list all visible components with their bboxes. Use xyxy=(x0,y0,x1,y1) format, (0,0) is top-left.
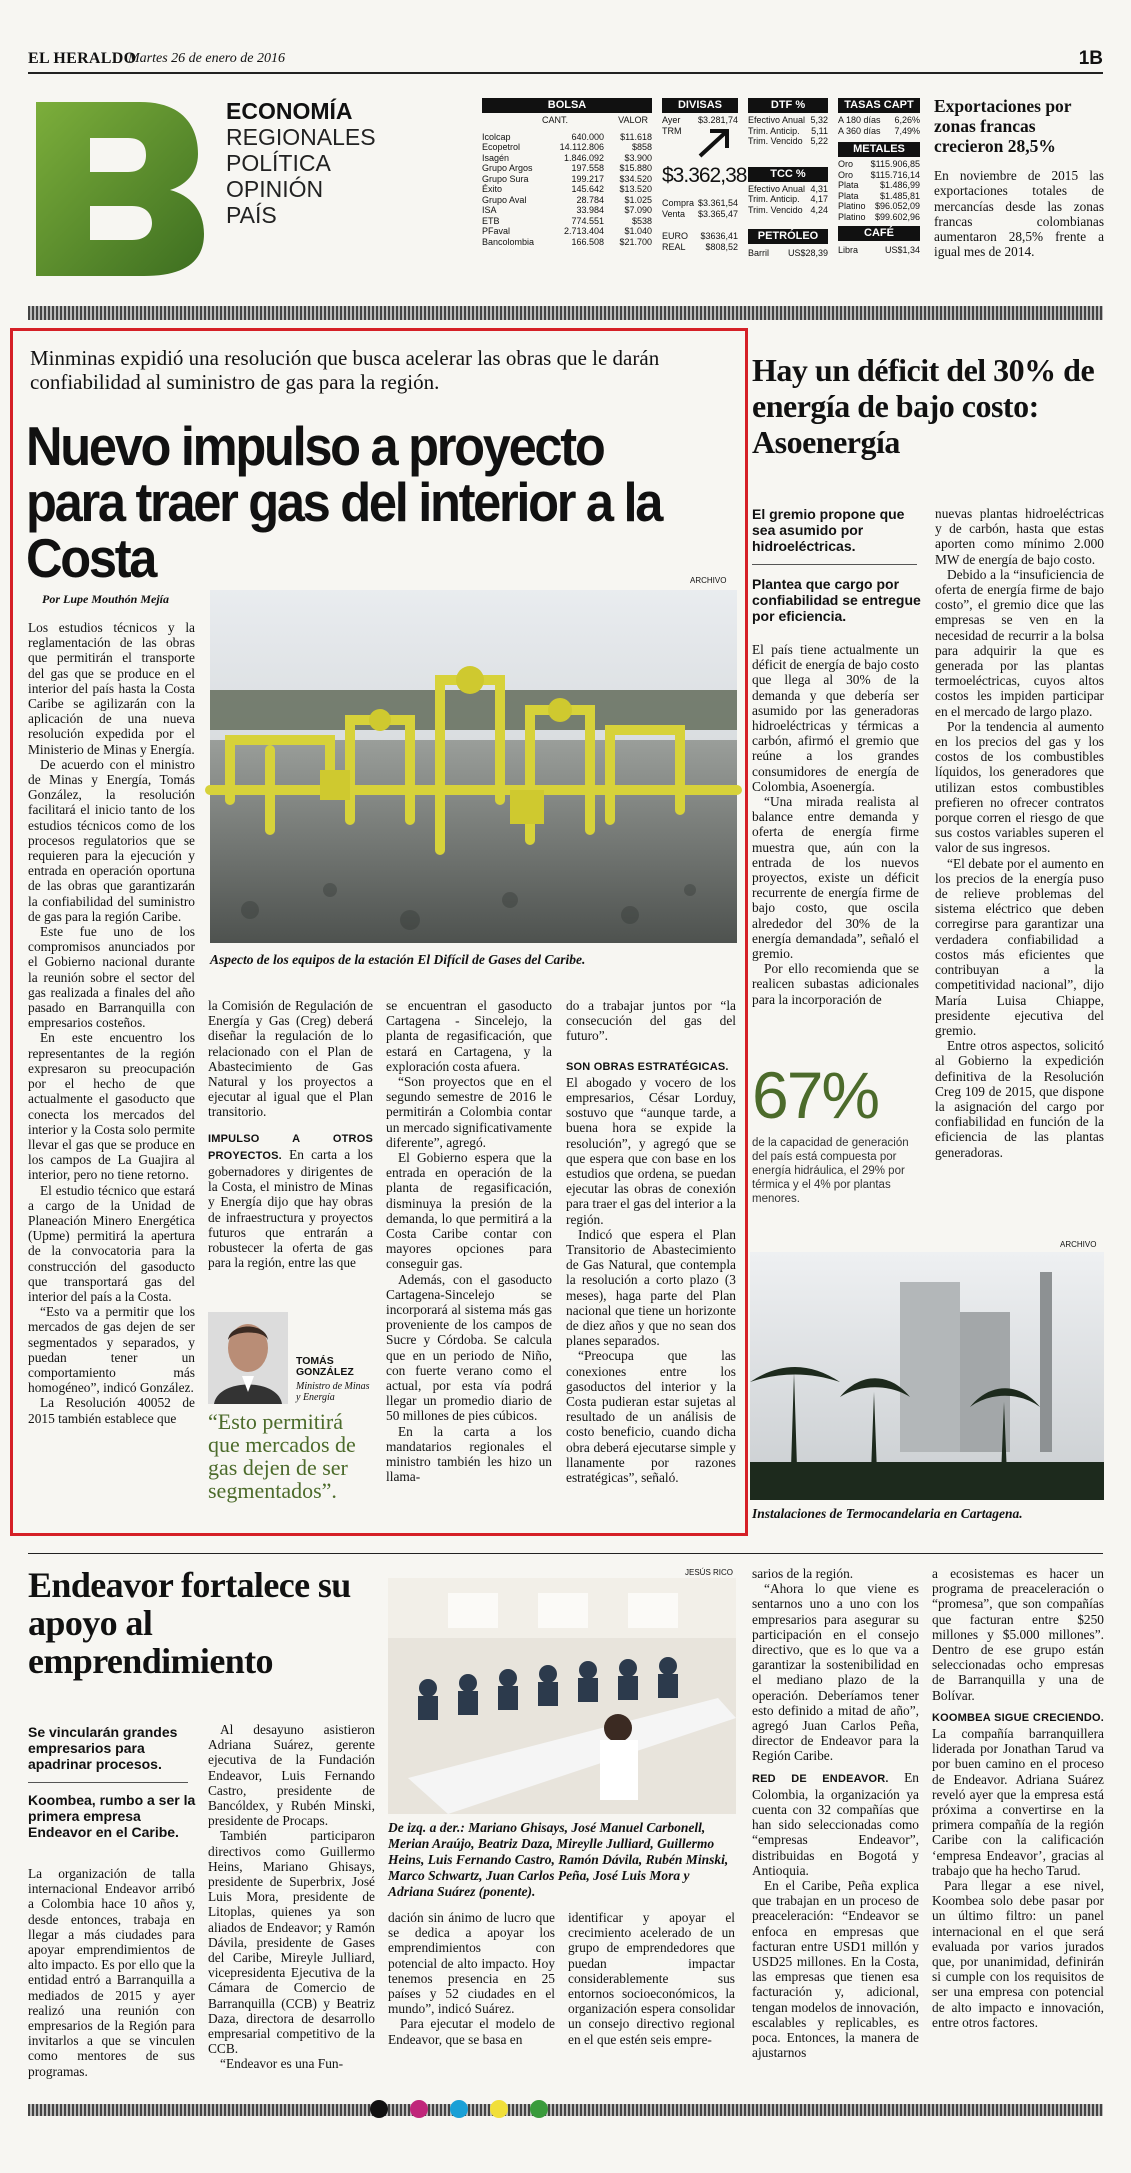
metales-row xyxy=(838,180,920,191)
dtf-cell: 5,32 xyxy=(810,115,828,125)
bottom-col2-p2: También participaron directivos como Guillermo Heins, Mariano Ghisays, presidente de Superbrix, José Luis Mora, presidente de Litoplas, quienes ya son aliados de Endeavor; y Ramón Dávila, presidente de Gases del Caribe, Mireyle Julliard, vicepresidenta Ejecutiva de la Cámara de Comercio de Barranquilla (CCB) y Beatriz Daza, directora de desarrollo empresarial competitivo de la CCB. xyxy=(208,1828,375,2057)
tasas-cell: 6,26% xyxy=(894,115,920,125)
main-photo-credit: ARCHIVO xyxy=(690,576,727,585)
dtf-title: DTF % xyxy=(748,98,828,113)
divisas-box xyxy=(662,98,747,252)
bottom-col-1 xyxy=(28,1866,195,2094)
section-item-opinion[interactable]: OPINIÓN xyxy=(226,176,324,202)
bolsa-cell: 14.112.806 xyxy=(559,142,604,152)
main-col4-p2-text: El abogado y vocero de los empresarios, César Lorduy, sostuvo que “aunque tarde, a buena hora se expide la resolución”, y agregó que se que espera que con base en los estudios que ordena, se puedan ejecutar las obras de conexión para traer el gas del interior a la región. xyxy=(566,1074,736,1227)
bottom-col6-kicker: KOOMBEA SIGUE CRECIENDO. xyxy=(932,1711,1104,1724)
cafe-row xyxy=(838,245,920,256)
bolsa-row xyxy=(482,174,652,185)
side-col-2 xyxy=(935,506,1104,1241)
dot-black-icon xyxy=(370,2100,388,2118)
rates-column xyxy=(748,98,828,259)
bolsa-row xyxy=(482,142,652,153)
bottom-col-2 xyxy=(208,1722,375,2094)
metales-title: METALES xyxy=(838,142,920,157)
cafe-title: CAFÉ xyxy=(838,226,920,241)
main-col4-p1: do a trabajar juntos por “la consecución del gas del futuro”. xyxy=(566,998,736,1044)
bolsa-cell: Grupo Argos xyxy=(482,163,533,173)
side-sub2: Plantea que cargo por confiabilidad se entregue por eficiencia. xyxy=(752,576,921,624)
divisas-venta-label: Venta xyxy=(662,208,686,219)
tcc-cell: 4,31 xyxy=(810,183,828,194)
bolsa-cell: 197.558 xyxy=(571,163,604,173)
metales-row xyxy=(838,191,920,202)
side-col-1 xyxy=(752,642,919,1007)
bolsa-cell: 199.217 xyxy=(571,173,604,184)
side-col2-p3: Por la tendencia al aumento en los precios del gas y los costos de los combustibles líquidos, los generadores que utilizan estos combustibles prefieren no ofrecer contratos porque corren el riesgo de que sus costos variables superen el valor de sus ingresos. xyxy=(935,718,1104,856)
main-col4-p2 xyxy=(566,1060,736,1227)
main-photo xyxy=(210,590,737,943)
issue-date: Martes 26 de enero de 2016 xyxy=(128,51,285,66)
masthead-rule xyxy=(28,72,1103,74)
bolsa-cell: Éxito xyxy=(482,184,503,194)
bolsa-cell: Bancolombia xyxy=(482,236,535,247)
main-col1-p7: La Resolución 40052 de 2015 también establece que xyxy=(28,1395,195,1426)
bolsa-cell: $11.618 xyxy=(620,131,652,142)
bolsa-cell: 33.984 xyxy=(576,205,604,215)
divisas-venta xyxy=(662,209,738,220)
bottom-col6-p1: a ecosistemas es hacer un programa de preaceleración o “promesa”, que son compañías que facturan entre $250 millones y $5.000 millones”. Dentro de ese grupo están seleccionadas ocho empresas de Barranquilla y una de Bolívar. xyxy=(932,1566,1104,1703)
tasas-cell: A 360 días xyxy=(838,125,881,136)
brief-body: En noviembre de 2015 las exportaciones totales de mercancías desde las zonas francas colombianas aumentaron 28,5% frente a igual mes de 2014. xyxy=(934,168,1104,260)
bolsa-cell: Isagén xyxy=(482,152,510,163)
power-plant-photo-icon xyxy=(750,1252,1104,1500)
side-photo xyxy=(750,1252,1104,1500)
divisas-compra-label: Compra xyxy=(662,198,695,208)
tasas-title: TASAS CAPT xyxy=(838,98,920,113)
petroleo-rows xyxy=(748,248,828,259)
bolsa-header-valor: VALOR xyxy=(618,115,648,125)
bolsa-cell: 166.508 xyxy=(571,236,604,247)
main-headline[interactable]: Nuevo impulso a proyecto para traer gas del interior a la Costa xyxy=(26,415,662,589)
metales-cell: Platino xyxy=(838,201,866,211)
side-col2-p5: Entre otros aspectos, solicitó al Gobierno la expedición definitiva de la Resolución Creg 109 de 2015, que dispone la asignación del cargo por confiabilidad en función de la eficiencia de las plantas generadoras. xyxy=(935,1038,1104,1160)
bolsa-header-cant: CANT. xyxy=(542,115,569,125)
cafe-cell: US$1,34 xyxy=(884,245,920,255)
tcc-row xyxy=(748,205,828,216)
main-col2-p2 xyxy=(208,1130,373,1271)
tcc-cell: Efectivo Anual xyxy=(748,183,806,194)
main-col1-p4: En este encuentro los representantes de la región expresaron su preocupación por el hecho de que actualmente el gasoducto que conecta los mercados del interior y la Costa solo permite llevar el gas que se produce en los campos de La Guajira al interior, pero no tiene retorno. xyxy=(28,1030,195,1183)
bolsa-cell: Icolcap xyxy=(482,131,511,142)
tcc-row xyxy=(748,194,828,205)
bolsa-cell: Ecopetrol xyxy=(482,142,521,152)
tcc-rows xyxy=(748,184,828,216)
side-stat: 67% xyxy=(752,1058,879,1132)
divisas-euro-value: $3636,41 xyxy=(700,231,738,241)
bottom-col2-p1: Al desayuno asistieron Adriana Suárez, gerente ejecutiva de la Fundación Endeavor, Luis Fernando Castro, presidente de Bancóldex, y Rubén Minski, presidente de Procaps. xyxy=(208,1722,375,1829)
dtf-cell: Efectivo Anual xyxy=(748,115,806,125)
bolsa-table xyxy=(482,98,652,247)
metales-row xyxy=(838,201,920,212)
side-col2-p4: “El debate por el aumento en los precios de la energía puso de relieve problemas del sistema eléctrico que deben corregirse para garantizar una verdadera confiabilidad a costos más eficientes que contribuyan a la competitividad nacional”, dijo María Luisa Chiappe, presidente ejecutiva del gremio. xyxy=(935,855,1104,1038)
metales-cell: $115.716,14 xyxy=(870,169,920,180)
meeting-photo-icon xyxy=(388,1578,736,1814)
side-col1-p1: El país tiene actualmente un déficit de energía de bajo costo que llega al 30% de la demanda y que debería ser asumido por las generadoras hidroeléctricas y térmicas a carbón, afirmó el gremio que reúne a los grandes consumidores de energía de Colombia, Asoenergía. xyxy=(752,642,919,794)
dot-green-icon xyxy=(530,2100,548,2118)
bolsa-row xyxy=(482,153,652,164)
paper-name: EL HERALDO xyxy=(28,50,137,67)
cafe-rows xyxy=(838,245,920,256)
bottom-col-5 xyxy=(752,1566,919,2096)
dtf-cell: 5,11 xyxy=(811,125,828,136)
main-col1-p6: “Esto va a permitir que los mercados de gas dejen de ser segmentados y separados, y puedan tener un comportamiento más homogéneo”, indicó González. xyxy=(28,1304,195,1396)
tasas-row xyxy=(838,115,920,126)
main-deck: Minminas expidió una resolución que busca acelerar las obras que le darán confiabilidad al suministro de gas para la región. xyxy=(30,346,660,394)
metales-cell: $96.052,09 xyxy=(874,201,920,211)
bolsa-cell: 774.551 xyxy=(571,215,604,226)
divisas-euro xyxy=(662,231,738,242)
bolsa-row xyxy=(482,184,652,195)
metales-cell: $99.602,96 xyxy=(874,211,920,222)
main-col1-p5: El estudio técnico que estará a cargo de la Unidad de Planeación Minero Energética (Upme) permitirá la apertura de la convocatoria para la construcción del gasoducto que transportará gas del interior del país a la Costa. xyxy=(28,1182,195,1304)
divisas-real-label: REAL xyxy=(662,241,686,252)
section-divider xyxy=(28,306,1103,320)
bolsa-rows xyxy=(482,132,652,248)
section-item-regionales[interactable]: REGIONALES xyxy=(226,124,376,150)
bolsa-cell: 2.713.404 xyxy=(563,226,604,236)
main-col4-kicker: SON OBRAS ESTRATÉGICAS. xyxy=(566,1060,729,1073)
bolsa-cell: 28.784 xyxy=(576,194,604,205)
bottom-col5-p4: En el Caribe, Peña explica que trabajan en un proceso de preaceleración: “Endeavor se enfoca en empresas que facturan entre USD1 millón y USD25 millones. En la Costa, las empresas que tienen esa facturación y, adicional, tengan modelos de innovación, escalables y replicables, es poca. Entonces, la manera de ajustarnos xyxy=(752,1878,919,2061)
main-col3-p1: se encuentran el gasoducto Cartagena - Sincelejo, la planta de regasificación, que estará en Cartagena, y la exploración costa afuera. xyxy=(386,998,552,1074)
main-col-4 xyxy=(566,998,736,1523)
bolsa-cell: $1.025 xyxy=(624,194,652,205)
dot-yellow-icon xyxy=(490,2100,508,2118)
main-col2-p2-text: En carta a los gobernadores y dirigentes de la Costa, el ministro de Minas y Energía dijo que hay obras de infraestructura y proyectos futuros que entrarán a robustecer la oferta de gas para la región, entre las que xyxy=(208,1146,373,1271)
divisas-ayer-value: $3.281,74 xyxy=(697,115,738,125)
section-list xyxy=(226,98,446,228)
bolsa-cell: Grupo Sura xyxy=(482,173,529,184)
section-item-economia[interactable]: ECONOMÍA xyxy=(226,98,353,124)
metales-cell: Plata xyxy=(838,190,859,201)
tcc-cell: 4,24 xyxy=(810,204,828,215)
bolsa-cell: $34.520 xyxy=(619,173,652,184)
portrait-title: Ministro de Minas y Energía xyxy=(296,1381,370,1403)
divisas-euro-label: EURO xyxy=(662,231,689,241)
bolsa-cell: 640.000 xyxy=(571,131,604,142)
side-left-col xyxy=(752,506,922,1007)
main-col-3 xyxy=(386,998,552,1523)
bolsa-cell: $1.040 xyxy=(624,226,652,236)
section-item-pais[interactable]: PAÍS xyxy=(226,202,277,228)
side-sub-rule xyxy=(752,564,917,565)
bolsa-cell: Grupo Aval xyxy=(482,194,527,205)
arrow-up-right-icon xyxy=(696,126,736,160)
main-col1-p1: Los estudios técnicos y la reglamentación de las obras que permitirán el transporte del gas que se produce en el interior del país hasta la Costa Caribe se agilizarán con la aplicación de una nueva resolución expedida por el Ministerio de Minas y Energía. xyxy=(28,620,195,757)
bottom-photo-credit: JESÚS RICO xyxy=(685,1568,734,1577)
bottom-sub2: Koombea, rumbo a ser la primera empresa Endeavor en el Caribe. xyxy=(28,1792,196,1840)
bottom-col-6 xyxy=(932,1566,1104,2096)
tasas-cell: 7,49% xyxy=(894,125,920,136)
bolsa-cell: $13.520 xyxy=(619,184,652,194)
divisas-real-value: $808,52 xyxy=(705,241,738,252)
bottom-photo xyxy=(388,1578,736,1814)
tcc-cell: Trim. Anticip. xyxy=(748,194,800,204)
bottom-col5-p2: “Ahora lo que viene es sentarnos uno a uno con los empresarios para asegurar su participación en el consejo directivo, que es lo que va a garantizar la sostenibilidad en el mediano plazo de la operación. Deberíamos tener esto definido a mitad de año”, agregó Juan Carlos Peña, director de Endeavor para la Región Caribe. xyxy=(752,1581,919,1764)
bolsa-cell: $538 xyxy=(631,215,652,226)
dtf-rows xyxy=(748,115,828,147)
main-col1-p2: De acuerdo con el ministro de Minas y Energía, Tomás González, la resolución facilitará el inicio tanto de los estudios técnicos como de los procesos regulatorios que se requieren para la ejecución y entrada en operación oportuna de las obras que garantizarán la confiabilidad del suministro de gas para la región Caribe. xyxy=(28,756,195,924)
bolsa-headers xyxy=(482,113,652,126)
tcc-cell: 4,17 xyxy=(810,194,828,204)
bolsa-row xyxy=(482,205,652,216)
metales-cell: Platino xyxy=(838,211,866,222)
metales-cell: Plata xyxy=(838,180,859,190)
bolsa-cell: 145.642 xyxy=(571,184,604,194)
bottom-col5-p3-text: En Colombia, la organización ya cuenta con 32 compañías que han sido seleccionadas como “empresas Endeavor”, distribuidas en Bogotá y Antioquia. xyxy=(752,1769,919,1878)
dtf-cell: 5,22 xyxy=(810,136,828,146)
bolsa-cell: $15.880 xyxy=(619,163,652,173)
tasas-rows xyxy=(838,115,920,136)
divisas-trm-value: $3.362,38 xyxy=(662,164,747,187)
dtf-cell: Trim. Anticip. xyxy=(748,125,800,136)
main-col4-p4: “Preocupa que las conexiones entre los gasoductos del interior y la Costa pudieran estar sujetas al resultado de un análisis de costo beneficio, cuando dicha obra deberá ejecutarse simple y llanamente por razones estratégicas”, señaló. xyxy=(566,1348,736,1486)
petroleo-cell: Barril xyxy=(748,248,770,258)
main-col1-p3: Este fue uno de los compromisos anunciados por el Gobierno nacional durante la reunión sobre el sector del gas realizada a finales del año pasado en Barranquilla con empresarios costeños. xyxy=(28,924,195,1031)
bottom-col3-p2: Para ejecutar el modelo de Endeavor, que se basa en xyxy=(388,2016,555,2047)
metales-cell: Oro xyxy=(838,169,854,180)
main-col2-p1: la Comisión de Regulación de Energía y Gas (Creg) deberá diseñar la regulación de lo relacionado con el Plan de Abastecimiento de Gas Natural y los proyectos a ejecutar al igual que el Plan transitorio. xyxy=(208,998,373,1120)
main-col3-p4: Además, con el gasoducto Cartagena-Sincelejo se incorporará al sistema más gas proveniente de los campos de Sucre y Córdoba. Se calcula que en un periodo de Niño, con fuerte verano como el actual, por esta vía podrá llegar un promedio diario de 50 millones de pies cúbicos. xyxy=(386,1271,552,1424)
side-photo-credit: ARCHIVO xyxy=(1060,1240,1097,1249)
main-col4-p3: Indicó que espera el Plan Transitorio de Abastecimiento de Gas Natural, que contempla la resolución a corto plazo (3 meses), haga parte del Plan nacional que tiene un horizonte de diez años y que no sean dos planes separados. xyxy=(566,1226,736,1349)
bolsa-row xyxy=(482,226,652,237)
dot-cyan-icon xyxy=(450,2100,468,2118)
bottom-photo-caption: De izq. a der.: Mariano Ghisays, José Manuel Carbonell, Merian Araújo, Beatriz Daza, Mireylle Julliard, Guillermo Heins, Luis Fernando Castro, Ramón Dávila, Rubén Minski, Marco Schwartz, Juan Carlos Peña, José Luis Mora y Adriana Suárez (ponente). xyxy=(388,1820,729,1899)
metales-cell: $115.906,85 xyxy=(870,159,920,169)
bottom-col2-p3: “Endeavor es una Fun- xyxy=(220,2056,344,2072)
section-item-politica[interactable]: POLÍTICA xyxy=(226,150,331,176)
bottom-col6-p2-text: La compañía barranquillera liderada por Jonathan Tarud va por buen camino en el proceso de Endeavor. Adriana Suárez reveló ayer que la empresa está próxima a convertirse en la primera compañía de la región Caribe con la calificación ‘empresa Endeavor’, gracias al trabajo que ha hecho Tarud. xyxy=(932,1726,1104,1878)
main-col-1 xyxy=(28,620,195,1525)
side-sub1: El gremio propone que sea asumido por hidroeléctricas. xyxy=(752,506,905,554)
brief-title[interactable]: Exportaciones por zonas francas crecieron 28,5% xyxy=(934,96,1072,156)
metales-rows xyxy=(838,159,920,222)
dot-magenta-icon xyxy=(410,2100,428,2118)
side-stat-text: de la capacidad de generación del país está compuesta por energía hidráulica, el 29% por térmica y el 4% por plantas menores. xyxy=(752,1137,909,1205)
portrait-name: TOMÁS GONZÁLEZ xyxy=(296,1355,354,1378)
main-col2-kicker: IMPULSO A OTROS PROYECTOS. xyxy=(208,1132,373,1162)
registration-dots xyxy=(370,2100,570,2120)
bottom-col4-p1: identificar y apoyar el crecimiento acelerado de un grupo de emprendedores que puedan impactar considerablemente sus entornos socioeconómicos, la organización espera consolidar un consejo directivo regional en el que estén seis empre- xyxy=(568,1910,735,2047)
bottom-col5-p3 xyxy=(752,1770,919,1878)
bottom-col-4 xyxy=(568,1910,735,2096)
main-col-2 xyxy=(208,998,373,1310)
page-number: 1B xyxy=(1078,48,1103,69)
divisas-compra-value: $3.361,54 xyxy=(697,198,738,208)
side-col1-p3: Por ello recomienda que se realicen subastas adicionales para la incorporación de xyxy=(752,961,919,1007)
dtf-row xyxy=(748,115,828,126)
side-photo-caption: Instalaciones de Termocandelaria en Cartagena. xyxy=(752,1506,1023,1521)
side-col1-p2: “Una mirada realista al balance entre demanda y oferta de energía firme muestra que, aún con la entrada de los nuevos proyectos, existe un déficit recurrente de energía firme de bajo costo, que oscila alrededor del 30% de la energía demandada”, señaló el gremio. xyxy=(752,794,919,962)
metales-row xyxy=(838,170,920,181)
brief xyxy=(934,96,1104,260)
bolsa-cell: PFaval xyxy=(482,226,511,236)
petroleo-cell: US$28,39 xyxy=(787,248,828,258)
tcc-title: TCC % xyxy=(748,167,828,182)
section-letter-b-icon xyxy=(28,98,208,278)
tasas-cell: A 180 días xyxy=(838,115,881,125)
bolsa-cell: $7.090 xyxy=(624,205,652,215)
divisas-trm-label: TRM xyxy=(662,125,682,136)
pullquote: “Esto permitirá que mercados de gas dejen de ser segmentados”. xyxy=(208,1409,356,1503)
portrait xyxy=(208,1312,288,1404)
bottom-col6-p3: Para llegar a ese nivel, Koombea solo debe pasar por un último filtro: un panel internacional en el que será evaluada por varios jurados que, por unanimidad, definirán si cumple con los requisitos de ser una empresa con potencial de alto impacto e innovación, entre otros factores. xyxy=(932,1878,1104,2030)
tcc-cell: Trim. Vencido xyxy=(748,204,803,215)
divisas-title: DIVISAS xyxy=(662,98,738,113)
portrait-photo-icon xyxy=(208,1312,288,1404)
petroleo-row xyxy=(748,248,828,259)
bolsa-cell: 1.846.092 xyxy=(563,152,604,163)
tasas-row xyxy=(838,126,920,137)
bottom-headline[interactable]: Endeavor fortalece su apoyo al emprendimiento xyxy=(28,1565,351,1681)
main-col3-p3: El Gobierno espera que la entrada en operación de la planta de regasificación, disminuya la presión de la demanda, lo que permitirá a la Costa Caribe contar con mayores opciones para conseguir gas. xyxy=(386,1150,552,1272)
metales-cell: $1.486,99 xyxy=(879,180,920,190)
main-photo-caption: Aspecto de los equipos de la estación El Difícil de Gases del Caribe. xyxy=(210,952,586,967)
bolsa-row xyxy=(482,237,652,248)
metales-row xyxy=(838,212,920,223)
main-col3-p2: “Son proyectos que en el segundo semestre de 2016 le permitirán a Colombia contar un mercado significativamente diferente”, agregó. xyxy=(386,1074,552,1150)
side-headline[interactable]: Hay un déficit del 30% de energía de bajo costo: Asoenergía xyxy=(752,352,1095,460)
bolsa-cell: ISA xyxy=(482,205,497,215)
side-col2-p1: nuevas plantas hidroeléctricas y de carbón, hasta que estas aporten como mínimo 2.000 MW de energía de bajo costo. xyxy=(935,506,1104,567)
side-col2-p2: Debido a la “insuficiencia de oferta de energía firme de bajo costo”, el gremio dice que las empresas se ven en la necesidad de recurrir a la bolsa para adquirir la que es generada por las plantas termoeléctricas, cuyos altos costos les impiden participar en el mercado de largo plazo. xyxy=(935,566,1104,719)
section-letter-block xyxy=(28,98,208,278)
bottom-sub1: Se vincularán grandes empresarios para apadrinar procesos. xyxy=(28,1724,178,1772)
dtf-row xyxy=(748,136,828,147)
divisas-real xyxy=(662,242,738,253)
petroleo-title: PETRÓLEO xyxy=(748,229,828,244)
bolsa-cell: $858 xyxy=(631,142,652,152)
bolsa-row xyxy=(482,163,652,174)
tcc-row xyxy=(748,184,828,195)
dtf-row xyxy=(748,126,828,137)
metales-cell: $1.485,81 xyxy=(879,190,920,201)
bottom-col-3 xyxy=(388,1910,555,2096)
divisas-ayer-label: Ayer xyxy=(662,115,681,125)
bolsa-row xyxy=(482,216,652,227)
divisas-compra xyxy=(662,198,738,209)
bolsa-title: BOLSA xyxy=(482,98,652,113)
metales-row xyxy=(838,159,920,170)
divisas-ayer xyxy=(662,115,738,126)
divisas-venta-value: $3.365,47 xyxy=(697,208,738,219)
main-byline: Por Lupe Mouthón Mejía xyxy=(42,592,170,606)
main-col3-p5: En la carta a los mandatarios regionales el ministro también les hizo un llama- xyxy=(386,1423,552,1485)
bottom-col5-kicker: RED DE ENDEAVOR. xyxy=(752,1772,889,1785)
tasas-column xyxy=(838,98,920,256)
bottom-rule xyxy=(28,1553,1103,1554)
bottom-col3-p1: dación sin ánimo de lucro que se dedica a apoyar los emprendimientos con potencial de alto impacto. Hoy tenemos presencia en 25 países y 52 ciudades en el mundo”, indicó Suárez. xyxy=(388,1910,555,2017)
dtf-cell: Trim. Vencido xyxy=(748,136,803,146)
bottom-col1-p1: La organización de talla internacional Endeavor arribó a Colombia hace 10 años y, desde entonces, trabaja en llegar a más ciudades para apoyar emprendimientos de alto impacto. Es por ello que la entidad entró a Barranquilla a mediados de 2015 y ayer realizó una reunión con empresarios de la Región para invitarlos a que se vinculen como mentores de sus programas. xyxy=(28,1866,195,2079)
bolsa-row xyxy=(482,132,652,143)
masthead xyxy=(28,48,1103,70)
bolsa-row xyxy=(482,195,652,206)
bolsa-cell: $3.900 xyxy=(624,152,652,163)
metales-cell: Oro xyxy=(838,159,854,169)
gas-station-photo-icon xyxy=(210,590,737,943)
bolsa-cell: ETB xyxy=(482,215,500,226)
bolsa-cell: $21.700 xyxy=(619,236,652,247)
cafe-cell: Libra xyxy=(838,245,859,255)
bottom-col5-p1: sarios de la región. xyxy=(752,1566,854,1581)
bottom-sub-rule xyxy=(28,1782,188,1783)
bottom-col6-p2 xyxy=(932,1709,1104,1878)
